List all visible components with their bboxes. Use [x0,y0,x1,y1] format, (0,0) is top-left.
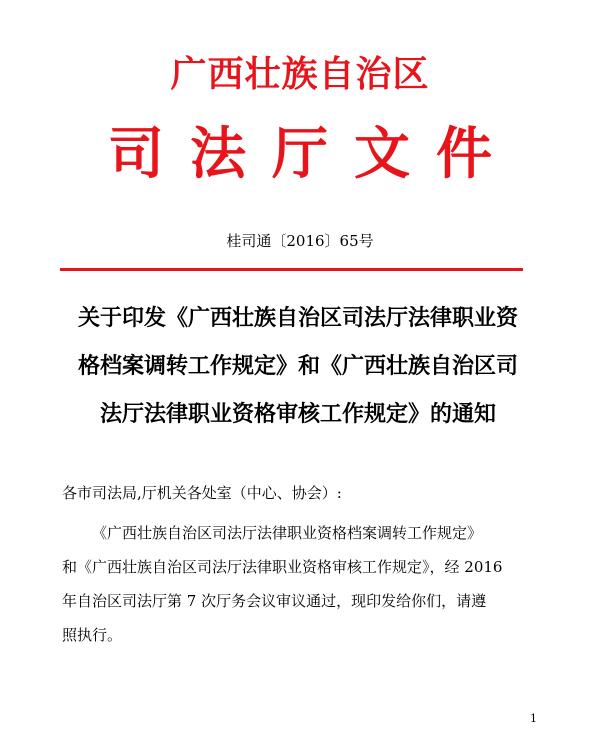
title-line: 法厅法律职业资格审核工作规定》的通知 [99,402,496,427]
red-divider-rule [60,268,523,271]
title-line: 格档案调转工作规定》和《广西壮族自治区司 [77,354,518,379]
header-org-name: 广西壮族自治区 [170,53,430,95]
header-doc-type: 司法厅文件 [108,121,518,187]
document-title [58,295,538,439]
body-line: 《广西壮族自治区司法厅法律职业资格档案调转工作规定》 [92,524,483,542]
addressee: 各市司法局,厅机关各处室（中心、协会）: [62,484,342,502]
page-number: 1 [530,712,537,725]
body-paragraph [62,516,542,652]
body-line: 年自治区司法厅第 7 次厅务会议审议通过，现印发给你们，请遵 [62,592,487,610]
body-line: 和《广西壮族自治区司法厅法律职业资格审核工作规定》，经 2016 [62,558,503,576]
document-number: 桂司通〔2016〕65号 [226,232,374,250]
body-line: 照执行。 [62,626,123,644]
title-line: 关于印发《广西壮族自治区司法厅法律职业资 [77,306,518,331]
